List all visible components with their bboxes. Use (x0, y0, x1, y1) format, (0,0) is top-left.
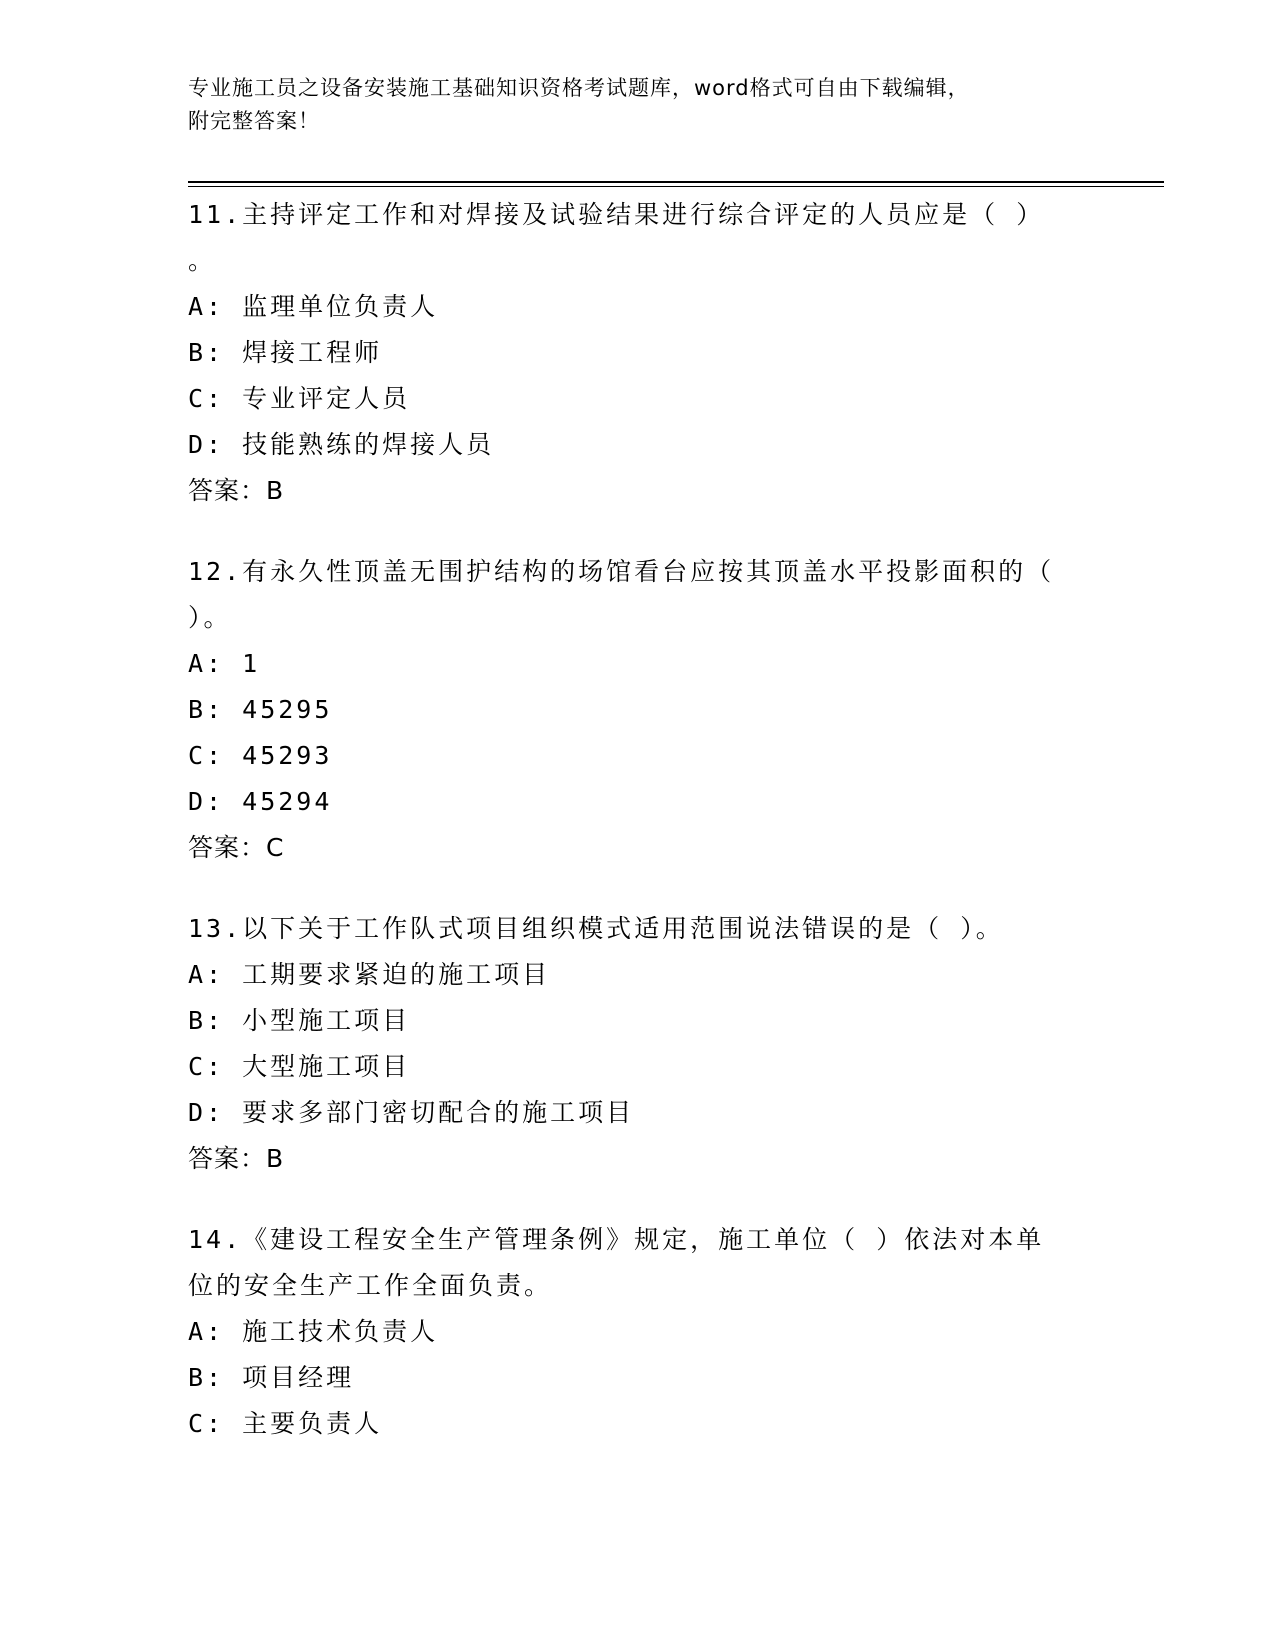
question-13 (188, 906, 1088, 1182)
option-d: D: 要求多部门密切配合的施工项目 (188, 1098, 635, 1127)
answer-label: 答案：C (188, 833, 285, 862)
option-a: A: 监理单位负责人 (188, 292, 439, 321)
option-b: B: 项目经理 (188, 1363, 355, 1392)
question-stem: 14.《建设工程安全生产管理条例》规定，施工单位（ ）依法对本单 (188, 1225, 1045, 1254)
option-c: C: 主要负责人 (188, 1409, 383, 1438)
question-stem: 12.有永久性顶盖无围护结构的场馆看台应按其顶盖水平投影面积的（ (188, 557, 1055, 586)
option-c: C: 大型施工项目 (188, 1052, 411, 1081)
question-12 (188, 549, 1088, 871)
question-stem-continued: 位的安全生产工作全面负责。 (188, 1271, 553, 1300)
answer-label: 答案：B (188, 476, 285, 505)
option-c: C: 专业评定人员 (188, 384, 411, 413)
header-line-2: 附完整答案！ (188, 109, 320, 133)
question-stem-continued: 。 (188, 246, 217, 275)
option-a: A: 1 (188, 649, 261, 678)
option-b: B: 焊接工程师 (188, 338, 383, 367)
question-list (188, 192, 1088, 1482)
question-stem: 13.以下关于工作队式项目组织模式适用范围说法错误的是（ ）。 (188, 914, 1004, 943)
question-11 (188, 192, 1088, 514)
question-stem: 11.主持评定工作和对焊接及试验结果进行综合评定的人员应是（ ） (188, 200, 1045, 229)
question-stem-continued: ）。 (188, 603, 232, 632)
header-divider-thin (188, 186, 1164, 187)
answer-label: 答案：B (188, 1144, 285, 1173)
option-b: B: 小型施工项目 (188, 1006, 411, 1035)
header-divider-thick (188, 181, 1164, 183)
option-d: D: 45294 (188, 787, 333, 816)
document-header (188, 72, 1088, 138)
header-line-1: 专业施工员之设备安装施工基础知识资格考试题库，word格式可自由下载编辑， (188, 76, 970, 100)
option-a: A: 施工技术负责人 (188, 1317, 439, 1346)
option-d: D: 技能熟练的焊接人员 (188, 430, 495, 459)
option-a: A: 工期要求紧迫的施工项目 (188, 960, 551, 989)
question-14 (188, 1217, 1088, 1447)
option-c: C: 45293 (188, 741, 333, 770)
option-b: B: 45295 (188, 695, 333, 724)
